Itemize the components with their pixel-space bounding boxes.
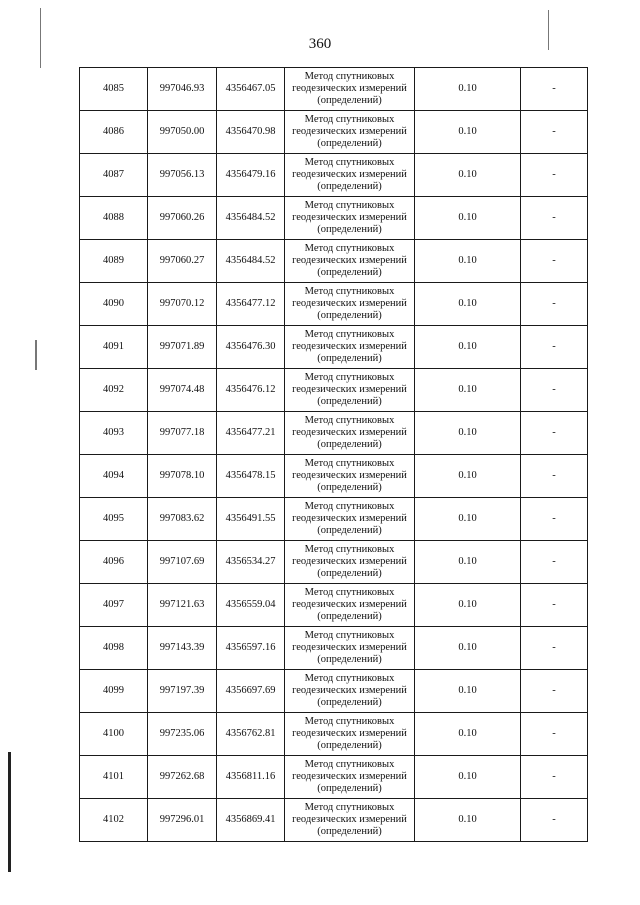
note-cell: - <box>521 670 588 713</box>
x-coordinate-cell: 997056.13 <box>148 154 217 197</box>
method-cell <box>285 154 415 197</box>
point-id-cell: 4093 <box>80 412 148 455</box>
table-row <box>80 498 588 541</box>
x-coordinate-cell: 997070.12 <box>148 283 217 326</box>
y-coordinate-cell: 4356559.04 <box>217 584 285 627</box>
note-cell: - <box>521 541 588 584</box>
method-cell <box>285 455 415 498</box>
point-id-cell: 4102 <box>80 799 148 842</box>
method-label-line1: Метод спутниковых <box>304 156 395 168</box>
table-row <box>80 627 588 670</box>
method-label-line3: (определений) <box>317 826 382 838</box>
method-label-line2: геодезических измерений <box>292 82 407 94</box>
scan-artifact-left-dash-2 <box>35 340 37 370</box>
point-id-cell: 4100 <box>80 713 148 756</box>
table-row <box>80 154 588 197</box>
method-label-line1: Метод спутниковых <box>304 242 395 254</box>
method-label-line3: (определений) <box>317 697 382 709</box>
method-cell <box>285 111 415 154</box>
precision-cell: 0.10 <box>415 197 521 240</box>
method-label-line3: (определений) <box>317 482 382 494</box>
table-row <box>80 756 588 799</box>
y-coordinate-cell: 4356762.81 <box>217 713 285 756</box>
method-label-line2: геодезических измерений <box>292 340 407 352</box>
table-row <box>80 111 588 154</box>
point-id-cell: 4090 <box>80 283 148 326</box>
note-cell: - <box>521 326 588 369</box>
y-coordinate-cell: 4356479.16 <box>217 154 285 197</box>
precision-cell: 0.10 <box>415 326 521 369</box>
x-coordinate-cell: 997296.01 <box>148 799 217 842</box>
note-cell: - <box>521 799 588 842</box>
method-label-line2: геодезических измерений <box>292 297 407 309</box>
point-id-cell: 4091 <box>80 326 148 369</box>
y-coordinate-cell: 4356484.52 <box>217 240 285 283</box>
precision-cell: 0.10 <box>415 799 521 842</box>
method-cell <box>285 713 415 756</box>
point-id-cell: 4086 <box>80 111 148 154</box>
method-cell <box>285 369 415 412</box>
note-cell: - <box>521 713 588 756</box>
table-body <box>80 68 588 842</box>
x-coordinate-cell: 997197.39 <box>148 670 217 713</box>
precision-cell: 0.10 <box>415 670 521 713</box>
method-label-line3: (определений) <box>317 267 382 279</box>
x-coordinate-cell: 997078.10 <box>148 455 217 498</box>
method-label-line1: Метод спутниковых <box>304 586 395 598</box>
table-row <box>80 197 588 240</box>
method-label-line2: геодезических измерений <box>292 211 407 223</box>
table-row <box>80 326 588 369</box>
y-coordinate-cell: 4356697.69 <box>217 670 285 713</box>
precision-cell: 0.10 <box>415 68 521 111</box>
method-label-line3: (определений) <box>317 138 382 150</box>
y-coordinate-cell: 4356477.21 <box>217 412 285 455</box>
method-label-line3: (определений) <box>317 95 382 107</box>
x-coordinate-cell: 997107.69 <box>148 541 217 584</box>
point-id-cell: 4101 <box>80 756 148 799</box>
method-label-line2: геодезических измерений <box>292 555 407 567</box>
scan-artifact-left-bar <box>8 752 11 872</box>
method-cell <box>285 541 415 584</box>
method-label-line3: (определений) <box>317 611 382 623</box>
method-label-line3: (определений) <box>317 181 382 193</box>
method-label-line2: геодезических измерений <box>292 469 407 481</box>
table-row <box>80 240 588 283</box>
point-id-cell: 4096 <box>80 541 148 584</box>
method-label-line2: геодезических измерений <box>292 512 407 524</box>
method-label-line1: Метод спутниковых <box>304 457 395 469</box>
precision-cell: 0.10 <box>415 756 521 799</box>
method-label-line3: (определений) <box>317 525 382 537</box>
method-label-line1: Метод спутниковых <box>304 758 395 770</box>
method-label-line2: геодезических измерений <box>292 426 407 438</box>
note-cell: - <box>521 455 588 498</box>
method-label-line1: Метод спутниковых <box>304 285 395 297</box>
method-label-line3: (определений) <box>317 310 382 322</box>
method-cell <box>285 68 415 111</box>
method-label-line1: Метод спутниковых <box>304 328 395 340</box>
precision-cell: 0.10 <box>415 627 521 670</box>
note-cell: - <box>521 111 588 154</box>
method-label-line3: (определений) <box>317 439 382 451</box>
method-label-line1: Метод спутниковых <box>304 500 395 512</box>
point-id-cell: 4092 <box>80 369 148 412</box>
x-coordinate-cell: 997121.63 <box>148 584 217 627</box>
method-label-line1: Метод спутниковых <box>304 414 395 426</box>
method-label-line1: Метод спутниковых <box>304 715 395 727</box>
method-cell <box>285 756 415 799</box>
method-label-line3: (определений) <box>317 396 382 408</box>
note-cell: - <box>521 154 588 197</box>
note-cell: - <box>521 584 588 627</box>
method-label-line2: геодезических измерений <box>292 770 407 782</box>
note-cell: - <box>521 240 588 283</box>
point-id-cell: 4094 <box>80 455 148 498</box>
table-row <box>80 369 588 412</box>
table-row <box>80 713 588 756</box>
note-cell: - <box>521 68 588 111</box>
x-coordinate-cell: 997060.26 <box>148 197 217 240</box>
method-label-line3: (определений) <box>317 654 382 666</box>
method-label-line2: геодезических измерений <box>292 641 407 653</box>
point-id-cell: 4099 <box>80 670 148 713</box>
precision-cell: 0.10 <box>415 498 521 541</box>
point-id-cell: 4085 <box>80 68 148 111</box>
precision-cell: 0.10 <box>415 584 521 627</box>
method-cell <box>285 283 415 326</box>
table-row <box>80 584 588 627</box>
point-id-cell: 4098 <box>80 627 148 670</box>
note-cell: - <box>521 498 588 541</box>
method-cell <box>285 799 415 842</box>
x-coordinate-cell: 997235.06 <box>148 713 217 756</box>
table-row <box>80 541 588 584</box>
table-row <box>80 68 588 111</box>
table-row <box>80 283 588 326</box>
method-label-line3: (определений) <box>317 783 382 795</box>
y-coordinate-cell: 4356484.52 <box>217 197 285 240</box>
method-cell <box>285 670 415 713</box>
method-label-line2: геодезических измерений <box>292 125 407 137</box>
method-cell <box>285 197 415 240</box>
note-cell: - <box>521 197 588 240</box>
table-row <box>80 799 588 842</box>
precision-cell: 0.10 <box>415 240 521 283</box>
method-cell <box>285 240 415 283</box>
precision-cell: 0.10 <box>415 283 521 326</box>
y-coordinate-cell: 4356476.12 <box>217 369 285 412</box>
point-id-cell: 4088 <box>80 197 148 240</box>
method-label-line1: Метод спутниковых <box>304 801 395 813</box>
point-id-cell: 4095 <box>80 498 148 541</box>
y-coordinate-cell: 4356478.15 <box>217 455 285 498</box>
method-label-line3: (определений) <box>317 353 382 365</box>
note-cell: - <box>521 627 588 670</box>
method-label-line1: Метод спутниковых <box>304 113 395 125</box>
note-cell: - <box>521 369 588 412</box>
coordinates-table <box>79 67 588 842</box>
method-label-line2: геодезических измерений <box>292 383 407 395</box>
method-cell <box>285 498 415 541</box>
method-label-line2: геодезических измерений <box>292 598 407 610</box>
precision-cell: 0.10 <box>415 541 521 584</box>
table-row <box>80 455 588 498</box>
x-coordinate-cell: 997262.68 <box>148 756 217 799</box>
x-coordinate-cell: 997060.27 <box>148 240 217 283</box>
precision-cell: 0.10 <box>415 455 521 498</box>
method-cell <box>285 584 415 627</box>
point-id-cell: 4087 <box>80 154 148 197</box>
y-coordinate-cell: 4356869.41 <box>217 799 285 842</box>
y-coordinate-cell: 4356467.05 <box>217 68 285 111</box>
note-cell: - <box>521 756 588 799</box>
method-label-line1: Метод спутниковых <box>304 543 395 555</box>
method-label-line1: Метод спутниковых <box>304 672 395 684</box>
method-label-line2: геодезических измерений <box>292 813 407 825</box>
method-cell <box>285 326 415 369</box>
x-coordinate-cell: 997143.39 <box>148 627 217 670</box>
method-label-line3: (определений) <box>317 224 382 236</box>
x-coordinate-cell: 997074.48 <box>148 369 217 412</box>
method-label-line1: Метод спутниковых <box>304 629 395 641</box>
y-coordinate-cell: 4356477.12 <box>217 283 285 326</box>
precision-cell: 0.10 <box>415 369 521 412</box>
y-coordinate-cell: 4356476.30 <box>217 326 285 369</box>
note-cell: - <box>521 283 588 326</box>
x-coordinate-cell: 997083.62 <box>148 498 217 541</box>
x-coordinate-cell: 997077.18 <box>148 412 217 455</box>
x-coordinate-cell: 997050.00 <box>148 111 217 154</box>
y-coordinate-cell: 4356491.55 <box>217 498 285 541</box>
y-coordinate-cell: 4356597.16 <box>217 627 285 670</box>
precision-cell: 0.10 <box>415 111 521 154</box>
precision-cell: 0.10 <box>415 713 521 756</box>
point-id-cell: 4097 <box>80 584 148 627</box>
y-coordinate-cell: 4356534.27 <box>217 541 285 584</box>
method-cell <box>285 627 415 670</box>
page-number: 360 <box>308 36 332 52</box>
method-label-line2: геодезических измерений <box>292 254 407 266</box>
method-label-line3: (определений) <box>317 568 382 580</box>
method-label-line1: Метод спутниковых <box>304 70 395 82</box>
method-label-line1: Метод спутниковых <box>304 199 395 211</box>
y-coordinate-cell: 4356811.16 <box>217 756 285 799</box>
x-coordinate-cell: 997071.89 <box>148 326 217 369</box>
method-cell <box>285 412 415 455</box>
precision-cell: 0.10 <box>415 154 521 197</box>
method-label-line3: (определений) <box>317 740 382 752</box>
y-coordinate-cell: 4356470.98 <box>217 111 285 154</box>
method-label-line2: геодезических измерений <box>292 684 407 696</box>
method-label-line2: геодезических измерений <box>292 168 407 180</box>
note-cell: - <box>521 412 588 455</box>
method-label-line2: геодезических измерений <box>292 727 407 739</box>
table-row <box>80 670 588 713</box>
table-row <box>80 412 588 455</box>
x-coordinate-cell: 997046.93 <box>148 68 217 111</box>
method-label-line1: Метод спутниковых <box>304 371 395 383</box>
point-id-cell: 4089 <box>80 240 148 283</box>
precision-cell: 0.10 <box>415 412 521 455</box>
